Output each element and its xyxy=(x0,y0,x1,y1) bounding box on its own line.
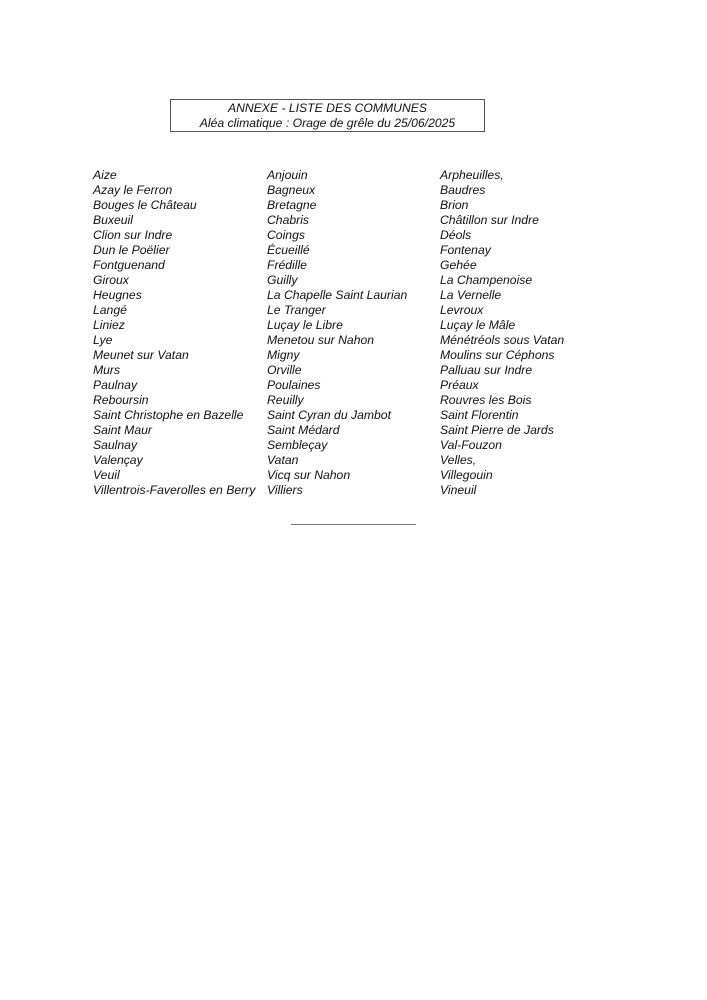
commune-name: Murs xyxy=(93,363,121,377)
commune-name: Rouvres les Bois xyxy=(440,393,532,407)
commune-name: Val-Fouzon xyxy=(440,438,502,452)
commune-name: Levroux xyxy=(440,303,484,317)
commune-name: Anjouin xyxy=(267,168,308,182)
commune-name: Villegouin xyxy=(440,468,493,482)
commune-name: Bretagne xyxy=(267,198,317,212)
commune-name: Menetou sur Nahon xyxy=(267,333,375,347)
commune-name: Veuil xyxy=(93,468,120,482)
commune-name: Saint Médard xyxy=(267,423,340,437)
commune-name: Poulaines xyxy=(267,378,321,392)
commune-name: Clion sur Indre xyxy=(93,228,173,242)
commune-name: Guilly xyxy=(267,273,298,287)
commune-name: Luçay le Mâle xyxy=(440,318,516,332)
commune-name: Saint Florentin xyxy=(440,408,519,422)
commune-name: Bagneux xyxy=(267,183,316,197)
header-subtitle: Aléa climatique : Orage de grêle du 25/06/2025 xyxy=(199,115,456,130)
commune-name: Vineuil xyxy=(440,483,477,497)
commune-name: Déols xyxy=(440,228,472,242)
commune-name: Le Tranger xyxy=(267,303,326,317)
commune-name: Préaux xyxy=(440,378,479,392)
commune-name: Écueillé xyxy=(267,243,310,257)
commune-name: Saulnay xyxy=(93,438,138,452)
commune-name: Langé xyxy=(93,303,127,317)
commune-name: Lye xyxy=(93,333,113,347)
commune-name: Reboursin xyxy=(93,393,149,407)
header-title: ANNEXE - LISTE DES COMMUNES xyxy=(227,101,428,115)
end-separator-line xyxy=(291,524,416,525)
commune-name: Gehée xyxy=(440,258,477,272)
commune-name: Saint Maur xyxy=(93,423,152,437)
commune-name: Saint Pierre de Jards xyxy=(440,423,554,437)
commune-name: Sembleçay xyxy=(267,438,328,452)
commune-name: Liniez xyxy=(93,318,125,332)
commune-name: Frédille xyxy=(267,258,307,272)
commune-name: La Chapelle Saint Laurian xyxy=(267,288,408,302)
commune-name: Moulins sur Céphons xyxy=(440,348,555,362)
commune-column-3 xyxy=(440,168,620,498)
commune-name: Azay le Ferron xyxy=(93,183,173,197)
commune-name: Velles, xyxy=(440,453,477,467)
commune-name: Palluau sur Indre xyxy=(440,363,533,377)
commune-name: Giroux xyxy=(93,273,129,287)
commune-name: Heugnes xyxy=(93,288,142,302)
commune-name: Vicq sur Nahon xyxy=(267,468,351,482)
commune-name: Paulnay xyxy=(93,378,138,392)
commune-name: Ménétréols sous Vatan xyxy=(440,333,565,347)
commune-name: Meunet sur Vatan xyxy=(93,348,189,362)
commune-name: Vatan xyxy=(267,453,299,467)
commune-name: Villiers xyxy=(267,483,303,497)
commune-name: Reuilly xyxy=(267,393,304,407)
commune-name: Saint Cyran du Jambot xyxy=(267,408,391,422)
commune-name: Valençay xyxy=(93,453,143,467)
commune-name: La Champenoise xyxy=(440,273,533,287)
commune-name: Bouges le Château xyxy=(93,198,197,212)
commune-name: Aize xyxy=(93,168,117,182)
commune-name: Coings xyxy=(267,228,305,242)
commune-name: Buxeuil xyxy=(93,213,133,227)
commune-name: Dun le Poëlier xyxy=(93,243,170,257)
commune-name: Chabris xyxy=(267,213,309,227)
commune-name: Châtillon sur Indre xyxy=(440,213,539,227)
header-box xyxy=(170,99,485,132)
commune-column-2 xyxy=(267,168,447,498)
commune-name: Migny xyxy=(267,348,300,362)
commune-name: Saint Christophe en Bazelle xyxy=(93,408,244,422)
commune-name: Fontenay xyxy=(440,243,491,257)
commune-name: Orville xyxy=(267,363,302,377)
commune-column-1 xyxy=(93,168,273,498)
commune-name: Brion xyxy=(440,198,469,212)
commune-name: Baudres xyxy=(440,183,486,197)
commune-name: Villentrois-Faverolles en Berry xyxy=(93,483,256,497)
commune-name: Fontguenand xyxy=(93,258,165,272)
commune-name: Luçay le Libre xyxy=(267,318,343,332)
commune-name: La Vernelle xyxy=(440,288,502,302)
commune-name: Arpheuilles, xyxy=(440,168,504,182)
